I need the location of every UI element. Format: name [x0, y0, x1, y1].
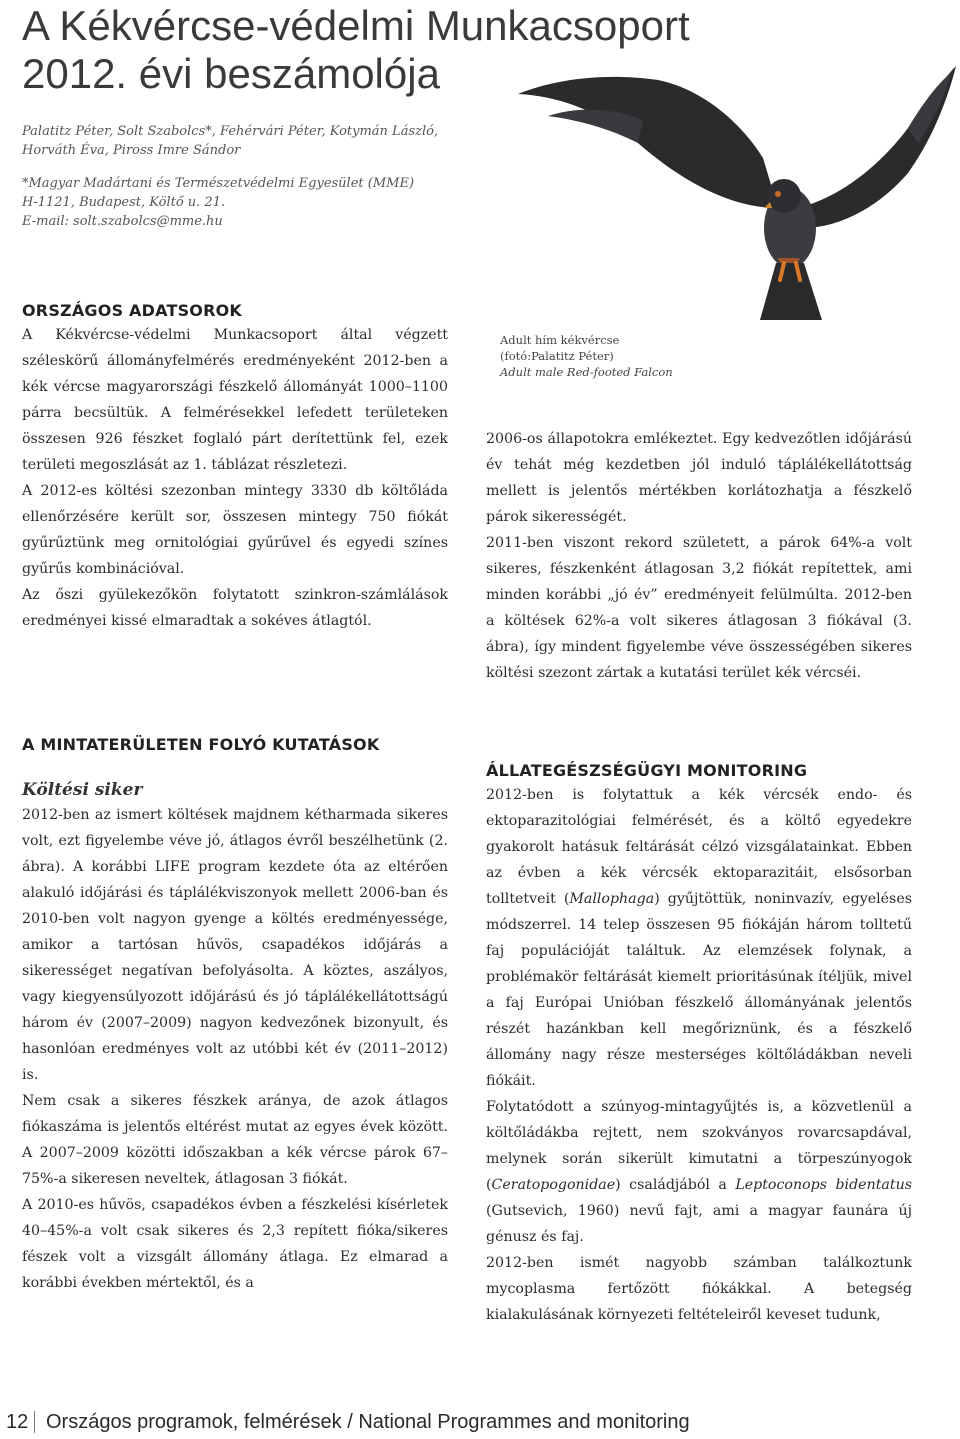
taxon-name: Ceratopogonidae — [491, 1177, 616, 1193]
title-line-2: 2012. évi beszámolója — [22, 50, 440, 97]
affiliation-line-2: H-1121, Budapest, Költő u. 21. — [22, 195, 226, 210]
taxon-name: Leptoconops bidentatus — [735, 1177, 912, 1193]
paragraph: 2011-ben viszont rekord született, a párok 64%-a volt sikeres, fészkenként átlagosan 3,2 fiókát repítettek, ami minden korábbi „jó év” eredményeit felülmúlta. 2012-ben a költések 62%-a volt sikeres átlagosan 3 fiókával (3. ábra), így mindent figyelembe véve összességében sikeres költési szezont zártak a kutatási terület kék vércséi. — [486, 535, 912, 681]
section-heading: ÁLLATEGÉSZSÉGÜGYI MONITORING — [486, 761, 808, 780]
affiliation-line-1: *Magyar Madártani és Természetvédelmi Egyesület (MME) — [22, 176, 415, 191]
red-footed-falcon-photo — [478, 58, 960, 320]
continued-text — [486, 426, 912, 686]
subsection-heading: Költési siker — [22, 780, 143, 800]
authors-line-1: Palatitz Péter, Solt Szabolcs*, Fehérvári Péter, Kotymán László, — [22, 124, 439, 139]
paragraph: 2006-os állapotokra emlékeztet. Egy kedvezőtlen időjárású év tehát még kezdetben jól induló táplálékellátottság mellett is jelentős mértékben korlátozhatja a fészkelő párok sikerességét. — [486, 431, 912, 525]
footer-divider — [34, 1411, 35, 1433]
section-national-data — [22, 300, 448, 634]
article-meta — [22, 122, 482, 231]
paragraph — [486, 1094, 912, 1250]
page-number: 12 — [6, 1411, 29, 1433]
caption-english: Adult male Red-footed Falcon — [500, 365, 673, 379]
text-run: ) családjából a — [615, 1177, 736, 1193]
paragraph: A 2010-es hűvös, csapadékos évben a fészkelési kísérletek 40–45%-a volt csak sikeres és 2,3 repített fióka/sikeres fészek volt a vizsgált állomány átlaga. Ez elmarad a korábbi években mértektől, és a — [22, 1197, 448, 1291]
section-heading: A MINTATERÜLETEN FOLYÓ KUTATÁSOK — [22, 735, 380, 754]
text-run: (Gutsevich, 1960) nevű fajt, ami a magyar faunára új génusz és faj. — [486, 1203, 912, 1245]
caption-credit: (fotó:Palatitz Péter) — [500, 349, 614, 363]
paragraph: A 2012-es költési szezonban mintegy 3330 db költőláda ellenőrzésére került sor, összesen mintegy 750 fiókát gyűrűztünk meg ornitológiai gyűrűvel és egyedi színes gyűrűs kombinációval. — [22, 483, 448, 577]
paragraph: 2012-ben ismét nagyobb számban találkoztunk mycoplasma fertőzött fiókákkal. A betegség kialakulásának környezeti feltételeiről keveset tudunk, — [486, 1255, 912, 1323]
section-animal-health-monitoring — [486, 760, 912, 1328]
photo-caption — [500, 332, 800, 380]
email-link[interactable]: E-mail: solt.szabolcs@mme.hu — [22, 214, 223, 229]
paragraph: A Kékvércse-védelmi Munkacsoport által végzett széleskörű állományfelmérés eredményeként 2012-ben a kék vércse magyarországi fészkelő állományát 1000–1100 párra becsültük. A felmérésekkel lefedett területeken összesen 926 fészket foglaló párt derítettünk fel, ezek területi megoszlását az 1. táblázat részletezi. — [22, 327, 448, 473]
paragraph: 2012-ben az ismert költések majdnem kétharmada sikeres volt, ezt figyelembe véve jó, átlagos évről beszélhetünk (2. ábra). A korábbi LIFE program kezdete óta az eltérően alakuló időjárási és táplálékviszonyok mellett 2006-ban és 2010-ben volt nagyon gyenge a költés eredményessége, amikor a tartósan hűvös, csapadékos időjárás a sikerességet negatívan befolyásolta. A köztes, aszályos, vagy kiegyensúlyozott időjárású és jó táplálékellátottságú három év (2007–2009) nagyon kedvezőnek bizonyult, és hasonlóan eredményes volt az utóbbi két év (2011–2012) is. — [22, 807, 448, 1083]
taxon-name: Mallophaga — [569, 891, 655, 907]
section-heading: ORSZÁGOS ADATSOROK — [22, 301, 243, 320]
caption-hungarian: Adult hím kékvércse — [500, 333, 620, 347]
page-footer — [0, 1405, 960, 1439]
text-run: 2012-ben is folytattuk a kék vércsék endo- és ektoparazitológiai felmérését, és a költő egyedekre gyakorolt hatásuk feltárását célzó vizsgálatainkat. Ebben az évben a kék vércsék ektoparazitáit, elsősorban tolltetveit ( — [486, 787, 912, 907]
text-run: ) gyűjtöttük, noninvazív, egyeléses módszerrel. 14 telep összesen 95 fiókáján három tolltetű faj populációját találtuk. Az elemzések folynak, a problémakör feltárását kiemelt prioritásúnak ítéljük, mivel a faj Európai Unióban fészkelő állományának jelentős részét hazánkban kell megőriznünk, és a fészkelő állomány nagy része mesterséges költőládákban neveli fiókáit. — [486, 891, 913, 1089]
paragraph — [486, 782, 912, 1094]
authors-line-2: Horváth Éva, Piross Imre Sándor — [22, 143, 241, 158]
text-run: Folytatódott a szúnyog-mintagyűjtés is, a közvetlenül a költőládákba rejtett, nem szokványos rovarcsapdával, melynek során sikerült kimutatni a törpeszúnyogok ( — [486, 1099, 912, 1193]
title-line-1: A Kékvércse-védelmi Munkacsoport — [22, 2, 690, 49]
paragraph: Nem csak a sikeres fészkek aránya, de azok átlagos fiókaszáma is jelentős eltérést mutat az egyes évek között. A 2007–2009 közötti időszakban a kék vércse párok 67–75%-a sikeresen neveltek, átlagosan 3 fiókát. — [22, 1093, 448, 1187]
running-title: Országos programok, felmérések / National Programmes and monitoring — [46, 1411, 690, 1433]
section-study-area-research — [22, 734, 448, 1296]
paragraph: Az őszi gyülekezőkön folytatott szinkron-számlálások eredményei kissé elmaradtak a sokéves átlagtól. — [22, 587, 448, 629]
